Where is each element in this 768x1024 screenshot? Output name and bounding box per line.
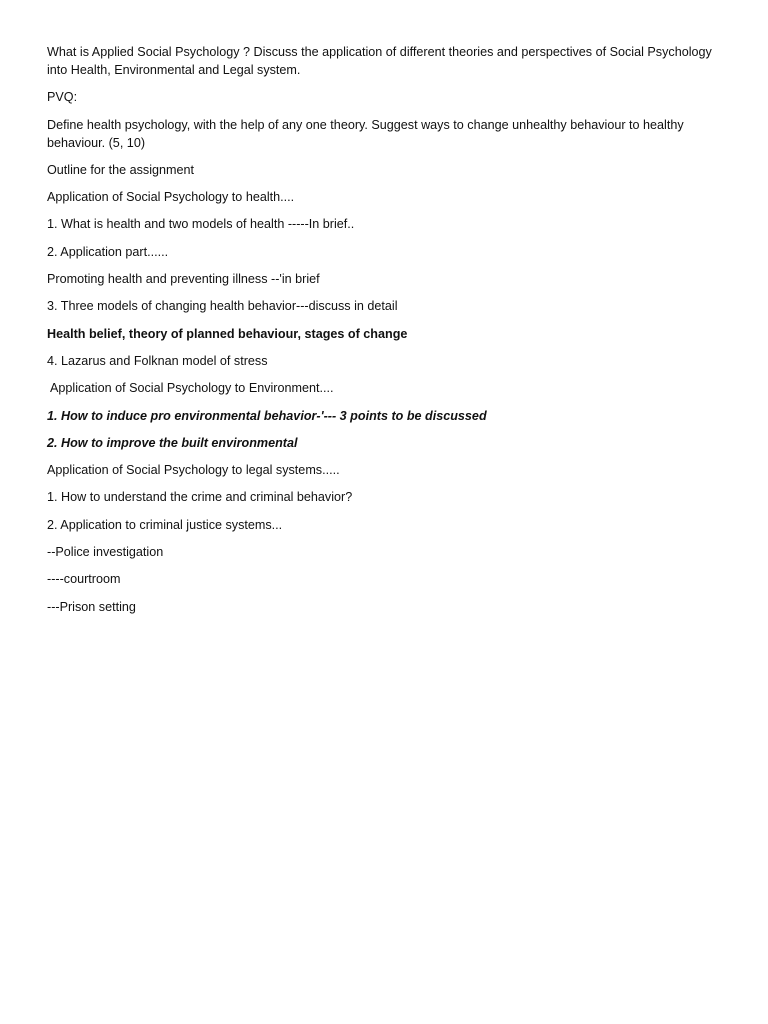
health-section-heading: Application of Social Psychology to health.... (47, 190, 295, 205)
health-item-2: 2. Application part...... (47, 244, 169, 259)
pvq-label: PVQ: (47, 90, 78, 105)
health-models-bold-line: Health belief, theory of planned behaviour, stages of change (47, 326, 408, 341)
health-item-3: 3. Three models of changing health behavior---discuss in detail (47, 299, 398, 314)
environment-item-1: 1. How to induce pro environmental behavior-'--- 3 points to be discussed (47, 408, 487, 423)
legal-item-1: 1. How to understand the crime and criminal behavior? (47, 490, 353, 505)
outline-heading: Outline for the assignment (47, 162, 195, 177)
legal-subitem-prison: ---Prison setting (47, 599, 136, 614)
health-subitem-promoting: Promoting health and preventing illness --'in brief (47, 272, 320, 287)
legal-item-2: 2. Application to criminal justice systems... (47, 517, 283, 532)
environment-item-2: 2. How to improve the built environmental (47, 435, 298, 450)
document-body (47, 43, 717, 625)
legal-subitem-courtroom: ----courtroom (47, 572, 121, 587)
pvq-question-paragraph: Define health psychology, with the help of any one theory. Suggest ways to change unhealthy behaviour to healthy behaviour. (5, 10) (47, 117, 684, 150)
health-item-4: 4. Lazarus and Folknan model of stress (47, 353, 268, 368)
health-item-1: 1. What is health and two models of health -----In brief.. (47, 217, 355, 232)
question-paragraph: What is Applied Social Psychology ? Discuss the application of different theories and perspectives of Social Psychology into Health, Environmental and Legal system. (47, 45, 712, 77)
environment-section-heading: Application of Social Psychology to Environment.... (50, 381, 334, 396)
legal-subitem-police: --Police investigation (47, 545, 164, 560)
legal-section-heading: Application of Social Psychology to legal systems..... (47, 463, 340, 478)
